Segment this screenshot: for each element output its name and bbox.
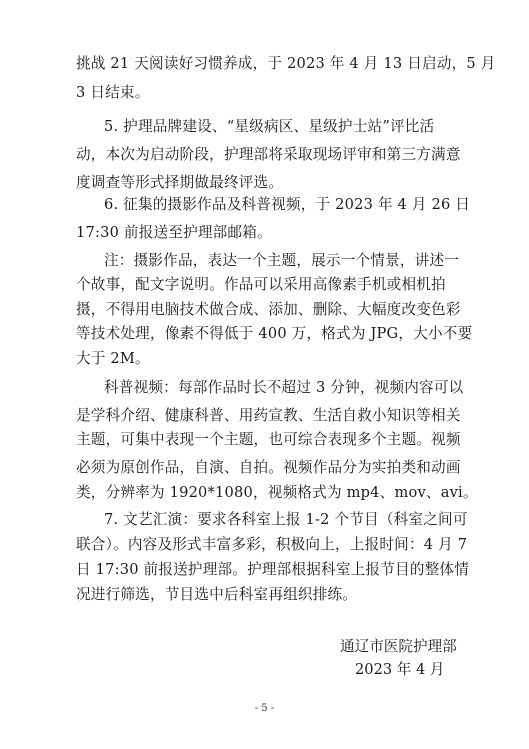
body-line: 动，本次为启动阶段，护理部将采取现场评审和第三方满意 (76, 146, 461, 163)
body-line: 联合）。内容及形式丰富多彩，积极向上，上报时间：4 月 7 (76, 536, 468, 553)
body-line: 况进行筛选，节目选中后科室再组织排练。 (76, 586, 358, 603)
body-line: 必须为原创作品，自演、自拍。视频作品分为实拍类和动画 (76, 459, 461, 476)
body-line: 类，分辨率为 1920*1080，视频格式为 mp4、mov、avi。 (76, 484, 478, 501)
body-line: 度调查等形式择期做最终评选。 (76, 174, 284, 191)
body-line: 3 日结束。 (76, 84, 150, 101)
body-line: 6. 征集的摄影作品及科普视频，于 2023 年 4 月 26 日 (104, 196, 471, 213)
body-line: 5. 护理品牌建设、“星级病区、星级护士站”评比活 (104, 118, 435, 135)
body-line: 7. 文艺汇演：要求各科室上报 1-2 个节目（科室之间可 (104, 511, 468, 528)
body-line: 主题，可集中表现一个主题，也可综合表现多个主题。视频 (76, 431, 461, 448)
body-line: 挑战 21 天阅读好习惯养成，于 2023 年 4 月 13 日启动，5 月 (76, 55, 496, 72)
body-line: 是学科介绍、健康科普、用药宣教、生活自救小知识等相关 (76, 407, 461, 424)
body-line: 17:30 前报送至护理部邮箱。 (76, 224, 272, 241)
body-line: 日 17:30 前报送护理部。护理部根据科室上报节目的整体情 (76, 561, 469, 578)
body-line: 科普视频：每部作品时长不超过 3 分钟，视频内容可以 (104, 379, 464, 396)
body-line: 个故事，配文字说明。作品可以采用高像素手机或相机拍 (76, 276, 446, 293)
body-line: 大于 2M。 (76, 350, 150, 367)
body-line: 等技术处理，像素不得低于 400 万，格式为 JPG，大小不要 (76, 325, 473, 342)
page-number: - 5 - (254, 703, 275, 714)
body-line: 摄，不得用电脑技术做合成、添加、删除、大幅度改变色彩 (76, 301, 461, 318)
signature-org: 通辽市医院护理部 (340, 638, 457, 655)
signature-date: 2023 年 4 月 (355, 661, 445, 678)
body-line: 注：摄影作品，表达一个主题，展示一个情景，讲述一 (104, 252, 460, 269)
